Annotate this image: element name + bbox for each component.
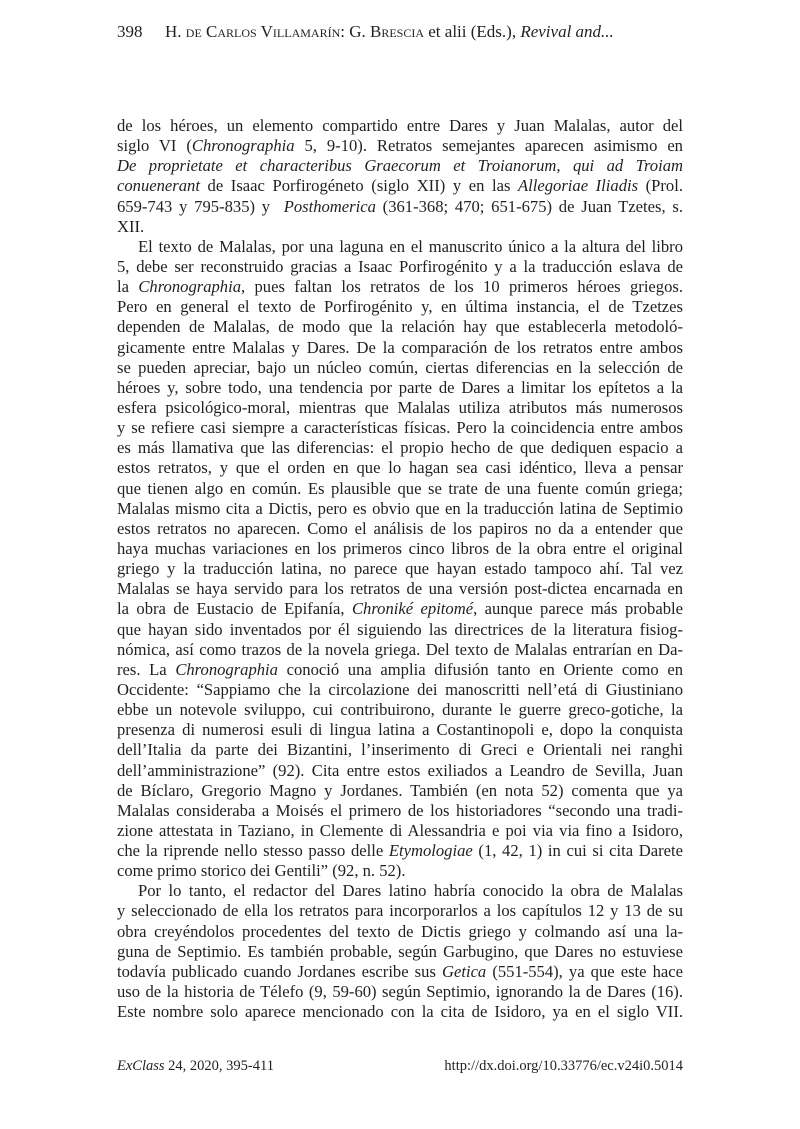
text-line	[117, 781, 683, 801]
text-line	[117, 499, 683, 519]
text-segment: come primo storico dei Gentili” (92, n. 52).	[117, 861, 406, 881]
text-line	[117, 861, 683, 881]
page-number: 398	[117, 22, 143, 41]
text-line	[117, 378, 683, 398]
text-line	[117, 680, 683, 700]
text-line	[117, 801, 683, 821]
italic-text: De proprietate et characteribus Graecorum et Troianorum, qui ad Troiam	[117, 156, 683, 176]
text-segment: res. La	[117, 659, 176, 679]
text-segment: gicamente entre Malalas y Dares. De la comparación de los retratos entre ambos	[117, 337, 683, 357]
running-header	[117, 22, 687, 42]
text-line	[117, 1002, 683, 1022]
text-segment: Por lo tanto, el redactor del Dares latino habría conocido la obra de Malalas	[138, 881, 683, 901]
text-line	[117, 881, 683, 901]
italic-text: Chronographia	[175, 659, 278, 679]
text-segment: 5, debe ser reconstruido gracias a Isaac Porfirogénito y a la traducción eslava de	[117, 256, 683, 276]
text-segment: estos retratos no aparecen. Como el análisis de los papiros no da a entender que	[117, 518, 683, 538]
text-segment: Pero en general el texto de Porfirogénito y, en última instancia, el de Tzetzes	[117, 297, 683, 317]
text-segment: , aunque parece más probable	[473, 599, 683, 619]
text-segment: che la riprende nello stesso passo delle	[117, 841, 389, 861]
text-segment: , pues faltan los retratos de los 10 primeros héroes griegos.	[241, 277, 684, 297]
text-segment: la	[117, 277, 139, 297]
text-segment: todavía publicado cuando Jordanes escribe sus	[117, 961, 442, 981]
italic-text: Allegoriae Iliadis	[518, 176, 639, 196]
text-segment: y se refiere casi siempre a características físicas. Pero la coincidencia entre ambos	[117, 418, 683, 438]
text-line	[117, 962, 683, 982]
text-segment: obra creyéndolos procedentes del texto de Dictis griego y colmando así una la-	[117, 921, 683, 941]
italic-text: Getica	[442, 961, 487, 981]
journal-name: ExClass	[117, 1058, 165, 1074]
text-line	[117, 257, 683, 277]
text-line	[117, 640, 683, 660]
text-line	[117, 559, 683, 579]
text-line	[117, 438, 683, 458]
italic-text: Chronographia	[191, 136, 295, 156]
italic-text: conuenerant	[117, 176, 200, 196]
text-line	[117, 982, 683, 1002]
text-line	[117, 841, 683, 861]
text-segment: se pueden apreciar, bajo un núcleo común, ciertas diferencias en la selección de	[117, 357, 683, 377]
header-separator: : G.	[340, 22, 370, 41]
text-segment: 659-743 y 795-835) y	[117, 196, 284, 216]
text-line	[117, 821, 683, 841]
text-line	[117, 539, 683, 559]
text-line	[117, 720, 683, 740]
text-line	[117, 237, 683, 257]
text-line	[117, 197, 683, 217]
text-line	[117, 458, 683, 478]
text-line	[117, 761, 683, 781]
text-line	[117, 579, 683, 599]
text-line	[117, 418, 683, 438]
citation-details: 24, 2020, 395-411	[164, 1058, 274, 1074]
text-line	[117, 740, 683, 760]
text-segment: la obra de Eustacio de Epifanía,	[117, 599, 352, 619]
text-segment: XII.	[117, 216, 145, 236]
text-line	[117, 519, 683, 539]
text-segment: que hayan sido inventados por él siguiendo las directrices de la literatura fisiog-	[117, 619, 683, 639]
text-segment: (551-554), ya que este hace	[486, 961, 683, 981]
text-segment: (361-368; 470; 651-675) de Juan Tzetes, s.	[375, 196, 683, 216]
text-segment: nómica, así como trazos de la novela griega. Del texto de Malalas entrarían en Da-	[117, 639, 683, 659]
text-segment: es más llamativa que las diferencias: el propio hecho de que dediquen espacio a	[117, 438, 683, 458]
text-segment: dell’amministrazione” (92). Cita entre estos exiliados a Leandro de Sevilla, Juan	[117, 760, 683, 780]
text-segment: dell’Italia da parte dei Bizantini, l’inserimento di Greci e Orientali nei ranghi	[117, 740, 683, 760]
text-segment: presenza di numerosi esuli di lingua latina a Costantinopoli e, dopo la conquista	[117, 720, 683, 740]
text-segment: que tienen algo en común. Es plausible que se trate de una fuente común griega;	[117, 478, 683, 498]
text-line	[117, 338, 683, 358]
italic-text: Posthomerica	[283, 196, 376, 216]
book-title: Revival and...	[520, 22, 614, 41]
text-segment: Malalas mismo cita a Dictis, pero es obvio que en la traducción latina de Septimio	[117, 498, 683, 518]
text-line	[117, 479, 683, 499]
author-name: de Carlos Villamarín	[185, 22, 341, 41]
text-segment: siglo VI (	[117, 136, 192, 156]
text-segment: de Isaac Porfirogéneto (siglo XII) y en las	[199, 176, 519, 196]
text-segment: Occidente: “Sappiamo che la circolazione dei manoscritti nell’etá di Giustiniano	[117, 679, 683, 699]
text-line	[117, 136, 683, 156]
text-segment: y seleccionado de ella los retratos para incorporarlos a los capítulos 12 y 13 de su	[117, 901, 683, 921]
text-segment: héroes y, sobre todo, una tendencia por parte de Dares a limitar los epítetos a la	[117, 377, 683, 397]
doi-link[interactable]: http://dx.doi.org/10.33776/ec.v24i0.5014	[444, 1058, 683, 1074]
text-segment: Malalas se haya servido para los retratos de una versión post-dictea encarnada en	[117, 579, 683, 599]
italic-text: Chroniké epitomé	[351, 599, 474, 619]
text-segment: estos retratos, y que el orden en que lo hagan sea casi idéntico, lleva a pensar	[117, 458, 683, 478]
text-segment: esfera psicológico-moral, mientras que Malalas utiliza atributos más numerosos	[117, 397, 683, 417]
text-segment: guna de Septimio. Es también probable, según Garbugino, que Dares no estuviese	[117, 941, 683, 961]
text-segment: ebbe un notevole sviluppo, cui contribuirono, durante le guerre greco-gotiche, la	[117, 700, 683, 720]
text-line	[117, 156, 683, 176]
text-line	[117, 398, 683, 418]
text-segment: uso de la historia de Télefo (9, 59-60) según Septimio, ignorando la de Dares (16).	[117, 982, 683, 1002]
journal-citation	[117, 1058, 274, 1075]
text-segment: conoció una amplia difusión tanto en Oriente como en	[277, 659, 684, 679]
text-segment: 5, 9-10). Retratos semejantes aparecen asimismo en	[294, 136, 683, 156]
text-line	[117, 942, 683, 962]
text-segment: de Bíclaro, Gregorio Magno y Jordanes. También (en nota 52) comenta que ya	[117, 780, 683, 800]
text-line	[117, 922, 683, 942]
text-segment: El texto de Malalas, por una laguna en el manuscrito único a la altura del libro	[138, 236, 683, 256]
text-segment: de los héroes, un elemento compartido entre Dares y Juan Malalas, autor del	[117, 116, 683, 135]
text-line	[117, 297, 683, 317]
text-segment: dependen de Malalas, de modo que la relación hay que establecerla metodoló-	[117, 317, 683, 337]
text-line	[117, 116, 683, 136]
text-segment: haya muchas variaciones en los primeros cinco libros de la obra entre el original	[117, 538, 683, 558]
editors-suffix: et alii (Eds.),	[424, 22, 521, 41]
text-line	[117, 217, 683, 237]
author-prefix: H.	[165, 22, 186, 41]
text-segment: (Prol.	[638, 176, 683, 196]
text-segment: (1, 42, 1) in cui si cita Darete	[472, 841, 683, 861]
text-segment: Malalas consideraba a Moisés el primero de los historiadores “secondo una tradi-	[117, 800, 683, 820]
text-line	[117, 176, 683, 196]
text-line	[117, 901, 683, 921]
text-line	[117, 317, 683, 337]
text-segment: zione attestata in Taziano, in Clemente di Alessandria e poi via via fino a Isidoro,	[117, 820, 683, 840]
footer	[117, 1058, 683, 1075]
text-line	[117, 599, 683, 619]
text-segment: Este nombre solo aparece mencionado con la cita de Isidoro, ya en el siglo VII.	[117, 1002, 683, 1022]
text-line	[117, 620, 683, 640]
text-line	[117, 277, 683, 297]
text-line	[117, 700, 683, 720]
editor-name: Brescia	[370, 22, 425, 41]
text-line	[117, 358, 683, 378]
text-segment: griego y la traducción latina, no parece que hayan estado tampoco ahí. Tal vez	[117, 559, 683, 579]
italic-text: Etymologiae	[388, 841, 473, 861]
text-line	[117, 660, 683, 680]
italic-text: Chronographia	[138, 277, 241, 297]
body-text	[117, 116, 683, 1022]
